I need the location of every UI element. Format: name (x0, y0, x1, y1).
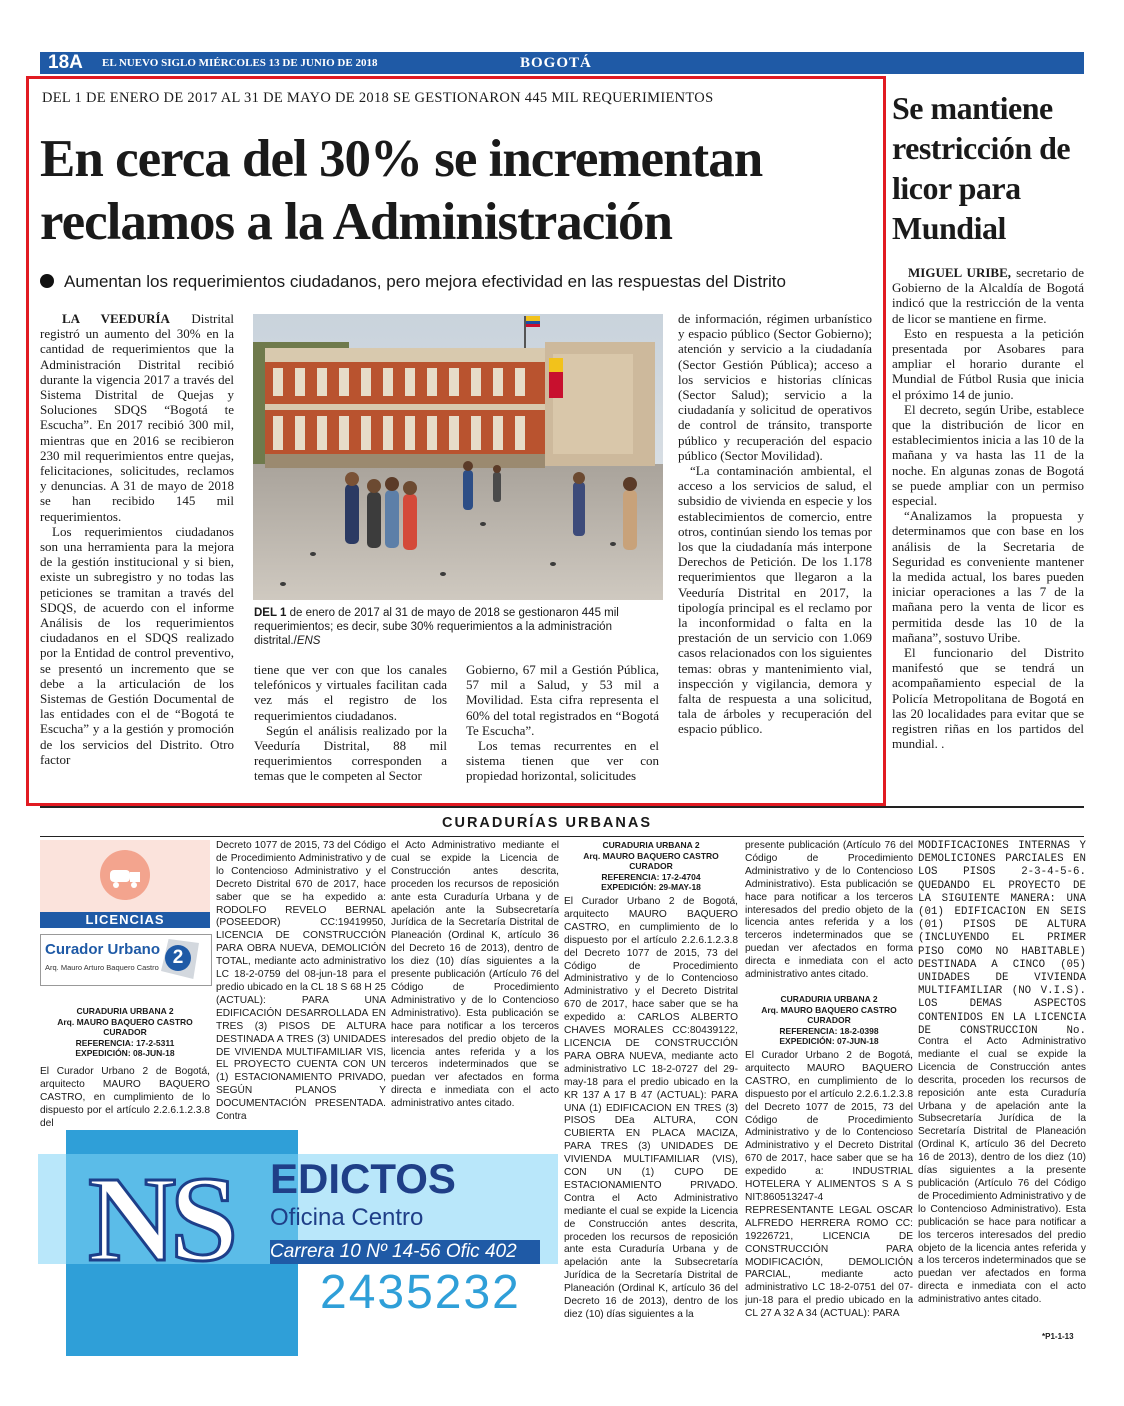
notice-column-6a: MODIFICACIONES INTERNAS Y DEMOLICIONES PARCIALES EN LOS PISOS 2-3-4-5-6. QUEDANDO EL PROYECTO DE LA SIGUIENTE MANERA: UNA (01) EDIFICACION EN SEIS (01) PISOS DE ALTURA (INCLUYENDO EL PRIMER PISO COMO NO HABITABLE) DESTINADA A CINCO (05) UNIDADES DE VIVIENDA MULTIFAMILIAR (NO V.I.S). LOS DEMAS ASPECTOS CONTENIDOS EN LA LICENCIA DE CONSTRUCCION No. (918, 840, 1086, 1036)
ad-logo: NS (88, 1152, 232, 1287)
ad-phone: 2435232 (320, 1266, 521, 1319)
bullet-icon (40, 274, 54, 288)
logo-number: 2 (165, 945, 191, 971)
article-column-2 (254, 662, 447, 790)
section-name: BOGOTÁ (520, 55, 592, 71)
deck-text: Aumentan los requerimientos ciudadanos, pero mejora efectividad en las respuestas del Distrito (64, 272, 786, 291)
paragraph: “Analizamos la propuesta y determinamos que con base en los análisis de la Secretaria de Seguridad es conveniente mantener la medida actual, los bares pueden iniciar operaciones a las 7 de la mañana pero la venta de licor es permitida desde las 10 de la mañana”, sostuvo Uribe. (892, 508, 1084, 645)
page-header (40, 52, 1084, 74)
curador-logo (40, 934, 212, 986)
cement-mixer-icon (100, 850, 150, 900)
side-lead-in: MIGUEL URIBE, (908, 265, 1011, 280)
photo-illustration (253, 314, 663, 600)
licencias-label: LICENCIAS (40, 912, 210, 928)
page-number: 18A (48, 52, 83, 73)
photo-caption (254, 606, 662, 648)
paragraph: El funcionario del Distrito manifestó que se tendrá un acompañamiento especial de la Policía Metropolitana de Bogotá en las 20 localidades para evitar que se registren riñas en los partidos del mundial. . (892, 645, 1084, 752)
paragraph: El decreto, según Uribe, establece que la distribución de licor en establecimientos inicia a las 10 de la mañana y va hasta las 11 de la noche. En algunas zonas de Bogotá se puede ampliar con un permiso especial. (892, 401, 1084, 509)
notice-column-5a: presente publicación (Artículo 76 del Código de Procedimiento Administrativo y de lo Contencioso Administrativo). Esta publicación se hace para notificar a los terceros interesados del predio objeto de la licencia antes referida y a los terceros indeterminados que se puedan ver afectados en forma directa e inmediata con el acto administrativo antes citado. (745, 840, 913, 981)
article-column-1 (40, 311, 234, 791)
paragraph: Esto en respuesta a la petición presentada por Asobares para ampliar el horario durante el Mundial de Fútbol Rusia que inicia el próximo 14 de junio. (892, 325, 1084, 402)
date-line: EL NUEVO SIGLO MIÉRCOLES 13 DE JUNIO DE 2018 (102, 57, 378, 69)
paragraph: de información, régimen urbanístico y espacio público (Sector Gobierno); atención y servicio a la ciudadanía (Sector Gestión Pública); acceso a los servicios e historias clínicas (Sector Salud); servicio a la ciudadanía y solicitud de operativos de control de tránsito, transporte público y recuperación del espacio público (Sector Movilidad). (678, 311, 872, 463)
paragraph: Gobierno, 67 mil a Gestión Pública, 57 mil a Salud, y 53 mil a Movilidad. Esta cifra representa el 60% del total registrados en “Bogotá Te Escucha”. (466, 662, 659, 738)
paragraph: Según el análisis realizado por la Veeduría Distrital, 88 mil requerimientos corresponden a temas que le competen al Sector (254, 722, 447, 784)
notice-text: El Curador Urbano 2 de Bogotá, arquitecto MAURO BAQUERO CASTRO, en cumplimiento de lo dispuesto por el artículo 2.2.6.1.2.3.8 del (40, 1066, 210, 1129)
caption-lead: DEL 1 (254, 607, 287, 619)
ad-address: Carrera 10 Nº 14-56 Ofic 402 (270, 1240, 540, 1264)
caption-text: de enero de 2017 al 31 de mayo de 2018 se gestionaron 445 mil requerimientos; es decir, sube 30% requerimientos a la administración distrital./ (254, 607, 619, 647)
licencias-banner (40, 840, 210, 912)
edictos-ad (38, 1130, 558, 1356)
ad-title: EDICTOS (270, 1155, 456, 1202)
paragraph: tiene que ver con que los canales telefónicos y virtuales facilitan cada vez más el registro de los requerimientos ciudadanos. (254, 662, 447, 723)
article-column-3 (466, 662, 659, 790)
logo-subtitle: Arq. Mauro Arturo Baquero Castro (45, 963, 159, 972)
headline-line-2: reclamos a la Administración (40, 193, 673, 251)
paragraph: “La contaminación ambiental, el acceso a los servicios de salud, el subsidio de vivienda en especie y los establecimientos de comercio, entre otros, continúan siendo los temas por los que la ciudadanía más interpone Derechos de Petición. De los 1.178 requerimientos que llegaron a la Veeduría Distrital en 2017, la tipología principal es el reclamo por la inconformidad o falta en la prestación de un servicio con 1.069 casos relacionados con los siguientes temas: obras y mantenimiento vial, inspección y vigilancia, demora y falta de respuesta a una solicitud, tala de árboles y recuperación del espacio público. (678, 463, 872, 737)
reference-code: *P1-1-13 (1042, 1332, 1074, 1341)
section-divider (40, 836, 1084, 837)
paragraph: Distrital registró un aumento del 30% en la cantidad de requerimientos que la Administración Distrital recibió durante la vigencia 2017 a través del Sistema Distrital de Quejas y Soluciones SDQS “Bogotá te Escucha”. En 2017 recibió 300 mil, mientras que en 2016 se recibieron 230 mil requerimientos entre quejas, felicitaciones, solicitudes, reclamos y denuncias. A 31 de mayo de 2018 se han recibido 145 mil requerimientos. (40, 311, 234, 524)
notice-header: CURADURIA URBANA 2 Arq. MAURO BAQUERO CASTRO CURADOR REFERENCIA: 17-2-4704 EXPEDICIÓN: 29-MAY-18 (583, 840, 719, 892)
notice-column-4: El Curador Urbano 2 de Bogotá, arquitecto MAURO BAQUERO CASTRO, en cumplimiento de lo dispuesto por el artículo 2.2.6.1.2.3.8 del Decreto 1077 de 2015, 73 del Código de Procedimiento Administrativo y de lo Contencioso Administrativo y el Decreto Distrital 670 de 2017, hace saber que se ha expedido a: CARLOS ALBERTO CHAVES MORALES CC:80439122, LICENCIA DE CONSTRUCCIÓN PARA OBRA NUEVA, mediante acto administrativo LC 18-2-0727 del 29-may-18 para el predio ubicado en la KR 137 A 17 B 47 (ACTUAL): PARA UNA (1) EDIFICACION EN TRES (3) PISOS DEa ALTURA, CON CUBIERTA EN PLACA MACIZA, PARA TRES (3) UNIDADES DE VIVIENDA MULTIFAMILIAR (VIS), CON UN (1) CUPO DE ESTACIONAMIENTO PRIVADO. Contra el Acto Administrativo mediante el cual se expide la Licencia de Construcción antes descrita, proceden los recursos de reposición ante esta Curaduría Urbana y de apelación ante la Subsecretaría Jurídica de la Secretaría Distrital de Planeación (Ordinal K, artículo 36 del Decreto 16 de 2013), dentro de los diez (10) días siguientes a la (564, 896, 738, 1320)
article-column-4 (678, 311, 872, 791)
side-headline: Se mantiene restricción de licor para Mundial (892, 90, 1071, 246)
notice-column-5b: El Curador Urbano 2 de Bogotá, arquitecto MAURO BAQUERO CASTRO, en cumplimiento de lo dispuesto por el artículo 2.2.6.1.2.3.8 del Decreto 1077 de 2015, 73 del Código de Procedimiento Administrativo y de lo Contencioso Administrativo y el Decreto Distrital 670 de 2017, hace saber que se ha expedido a: INDUSTRIAL HOTELERA Y ALIMENTOS S A S NIT:860513247-4 REPRESENTANTE LEGAL OSCAR ALFREDO HERRERA ROMO CC: 19226721, LICENCIA DE CONSTRUCCIÓN PARA MODIFICACIÓN, DEMOLICIÓN PARCIAL, mediante acto administrativo LC 18-2-0751 del 07-jun-18 para el predio ubicado en la CL 27 A 32 A 34 (ACTUAL): PARA (745, 1050, 913, 1320)
logo-title: Curador Urbano (45, 941, 161, 958)
notice-header: CURADURIA URBANA 2 Arq. MAURO BAQUERO CASTRO CURADOR REFERENCIA: 18-2-0398 EXPEDICIÓN: 07-JUN-18 (761, 994, 897, 1046)
headline-line-1: En cerca del 30% se incrementan (40, 130, 763, 188)
side-article (892, 265, 1084, 800)
photo-plaza-bolivar (253, 314, 663, 600)
kicker: DEL 1 DE ENERO DE 2017 AL 31 DE MAYO DE 2018 SE GESTIONARON 445 MIL REQUERIMIENTOS (42, 90, 714, 106)
deck (40, 272, 786, 292)
paragraph: secretario de Gobierno de la Alcaldía de Bogotá indicó que la restricción de la venta de licor se mantiene en firme. (892, 265, 1084, 326)
photo-credit: ENS (296, 635, 321, 647)
lead-in: LA VEEDURÍA (62, 311, 170, 326)
curadurias-title: CURADURÍAS URBANAS (442, 815, 652, 831)
notice-column-3: el Acto Administrativo mediante el cual se expide la Licencia de Construcción antes descrita, proceden los recursos de reposición ante esta Curaduría Urbana y de apelación ante la Subsecretaría Jurídica de la Secretaría Distrital de Planeación (Ordinal K, artículo 36 del Decreto 16 de 2013), dentro de los diez (10) días siguientes a la presente publicación (Artículo 76 del Código de Procedimiento Administrativo y de lo Contencioso Administrativo). Esta publicación se hace para notificar a los terceros interesados del predio objeto de la licencia antes referida y a los terceros indeterminados que se puedan ver afectados en forma directa e inmediata con el acto administrativo antes citado. (391, 840, 559, 1110)
section-divider (40, 806, 1084, 808)
notice-column-2: Decreto 1077 de 2015, 73 del Código de Procedimiento Administrativo y de lo Contencioso Administrativo y el Decreto Distrital 670 de 2017, hace saber que se ha expedido a: RODOLFO REVELO BERNAL (POSEEDOR) CC:19419950, LICENCIA DE CONSTRUCCIÓN PARA OBRA NUEVA, DEMOLICIÓN TOTAL, mediante acto administrativo LC 18-2-0759 del 08-jun-18 para el predio ubicado en la CL 18 S 68 H 25 (ACTUAL): PARA UNA EDIFICACIÓN DESARROLLADA EN TRES (3) PISOS DE ALTURA DESTINADA A TRES (3) UNIDADES DE VIVIENDA MULTIFAMILIAR VIS, EL PROYECTO CUENTA CON UN (1) ESTACIONAMIENTO PRIVADO, SEGÚN PLANOS Y DOCUMENTACIÓN PRESENTADA. Contra (216, 840, 386, 1123)
ad-subtitle: Oficina Centro (270, 1204, 424, 1231)
notice-header: CURADURIA URBANA 2 Arq. MAURO BAQUERO CASTRO CURADOR REFERENCIA: 17-2-5311 EXPEDICIÓN: 08-JUN-18 (57, 1006, 193, 1058)
paragraph: Los temas recurrentes en el sistema tienen que ver con propiedad horizontal, solicitudes (466, 738, 659, 784)
notice-column-6b: Contra el Acto Administrativo mediante el cual se expide la Licencia de Construcción antes descrita, proceden los recursos de reposición ante esta Curaduría Urbana y de apelación ante la Subsecretaría Jurídica de la Secretaría Distrital de Planeación (Ordinal K, artículo 36 del Decreto 16 de 2013), dentro de los diez (10) días siguientes a la presente publicación (Artículo 76 del Código de Procedimiento Administrativo y de lo Contencioso Administrativo). Esta publicación se hace para notificar a los terceros interesados del predio objeto de la licencia antes referida y a los terceros indeterminados que se puedan ver afectados en forma directa e inmediata con el acto administrativo antes citado. (918, 1036, 1086, 1306)
paragraph: Los requerimientos ciudadanos son una herramienta para la mejora de la gestión institucional y si bien, existe un subregistro y no todas las peticiones se tramitan a través del SDQS, de acuerdo con el informe Análisis de los requerimientos ciudadanos en el SDQS realizado por la Entidad de control preventivo, se presentó un incremento que se debe a la articulación de los Sistemas de Gestión Documental de las entidades con el de “Bogotá te Escucha” y a la gestión y promoción de los servicios del Distrito. Otro factor (40, 523, 234, 767)
